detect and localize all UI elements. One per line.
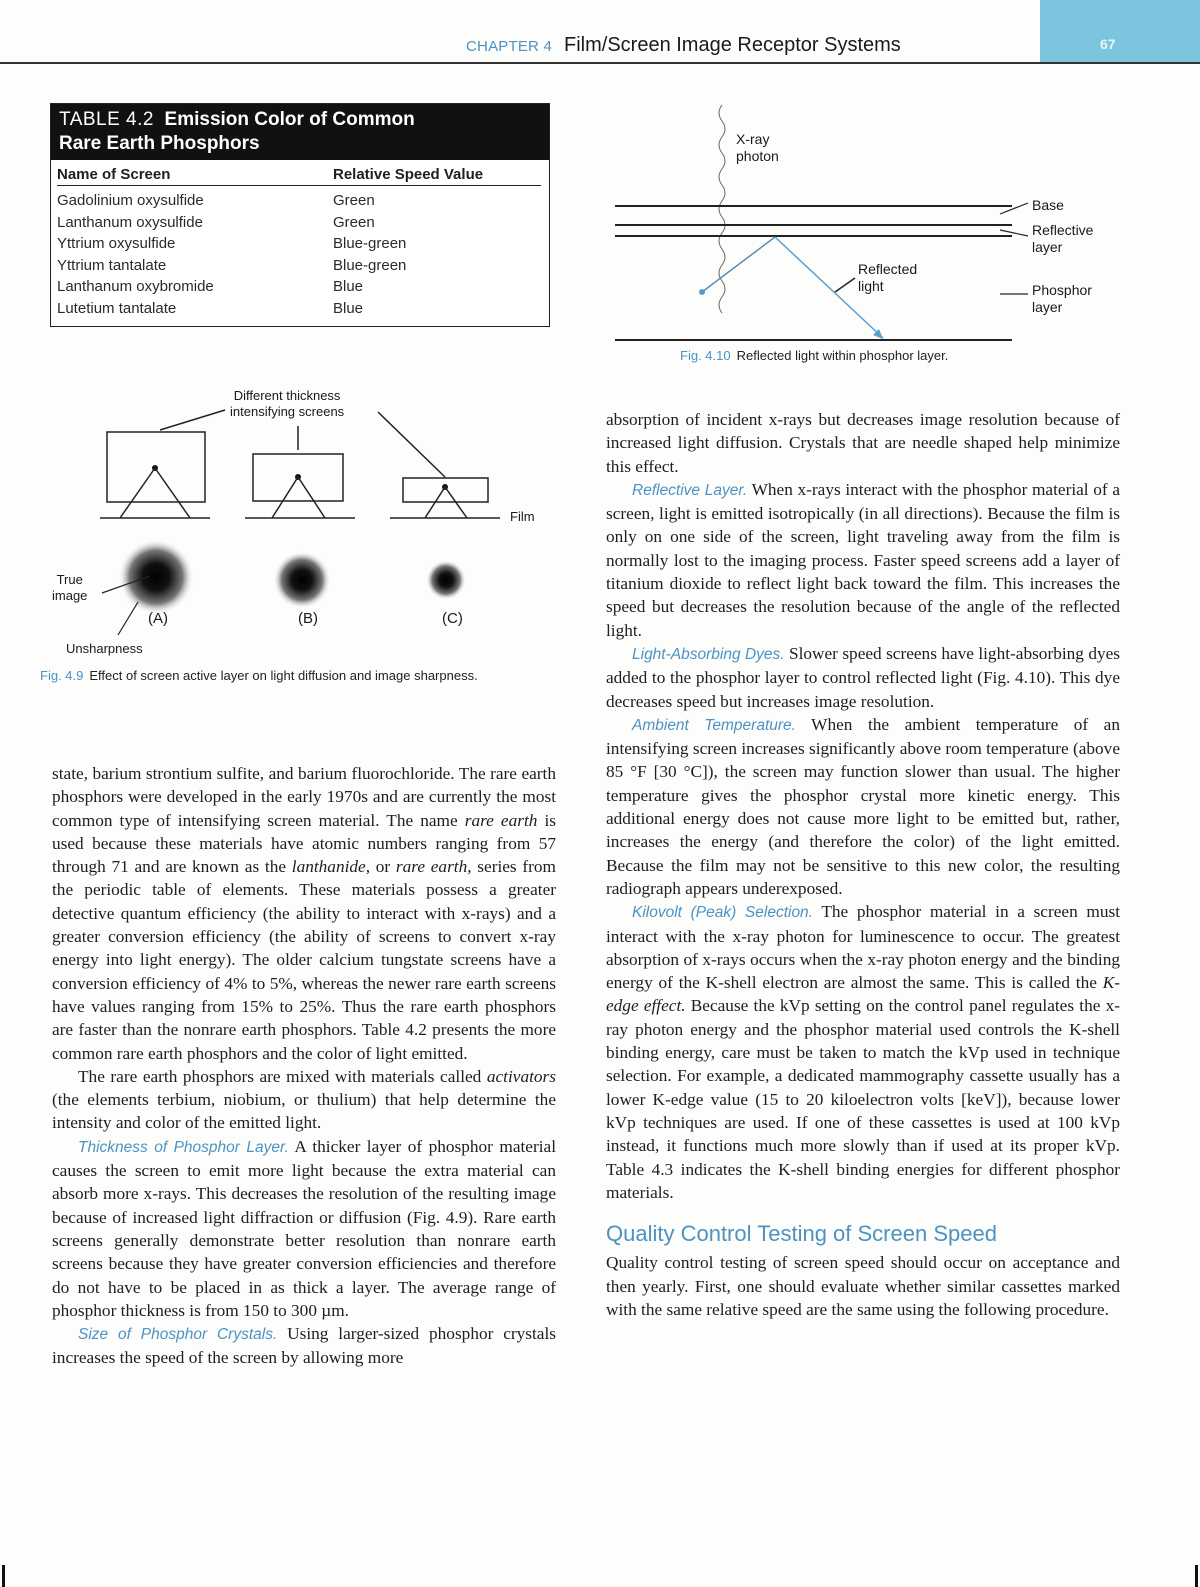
paragraph-reflective-layer: Reflective Layer. When x-rays interact with the phosphor material of a screen, light is emitted isotropically (in all directions). Because the film is only on one side of the screen, light traveling away from the film is normally lost to the imaging process. Faster speed screens add a layer of titanium dioxide to reflect light back toward the film. This increases the speed but decreases the resolution because of the angle of the reflected light. — [606, 479, 1120, 640]
paragraph: The rare earth phosphors are mixed with materials called activators (the elements terbium, niobium, or thulium) that help determine the intensity and color of the emitted light. — [52, 1066, 556, 1133]
unsharpness-label: Unsharpness — [66, 641, 143, 656]
table-row: Lanthanum oxysulfide Green — [57, 213, 375, 231]
table-header-row — [57, 166, 541, 186]
header-rule — [0, 62, 1200, 64]
reflective-layer-label: Reflective layer — [1032, 222, 1094, 255]
table-body — [57, 166, 541, 319]
crop-mark — [1195, 1565, 1198, 1587]
run-in-heading: Reflective Layer. — [632, 481, 748, 499]
panel-b-label: (B) — [298, 610, 318, 627]
base-label: Base — [1032, 197, 1064, 213]
phosphor-layer-label: Phosphor layer — [1032, 282, 1092, 315]
paragraph: Quality control testing of screen speed should occur on acceptance and then yearly. First, one should evaluate whether similar cassettes marked with the same relative speed are the same using the following procedure. — [606, 1253, 1120, 1319]
figure-caption: Fig. 4.9 Effect of screen active layer on light diffusion and image sharpness. — [40, 668, 478, 683]
column-header: Relative Speed Value — [333, 166, 484, 183]
page-number-tab — [1040, 0, 1200, 62]
section-heading: Quality Control Testing of Screen Speed — [606, 1221, 997, 1247]
table-row: Yttrium oxysulfide Blue-green — [57, 235, 407, 252]
figure-4-10 — [600, 95, 1140, 375]
blur-spot-a — [118, 539, 194, 615]
table-row: Lutetium tantalate Blue — [57, 299, 364, 317]
running-header — [466, 34, 901, 57]
paragraph-ambient-temperature: Ambient Temperature. When the ambient temperature of an intensifying screen increases significantly above room temperature (above 85 °F [30 °C]), the screen may function slower than usual. The higher temperature gives the phosphor crystal more kinetic energy. This additional energy does not cause more light to be emitted but, rather, increases the energy (and therefore the color) of the light emitted. Because the film may not be sensitive to this new color, the resulting radiograph appears underexposed. — [606, 714, 1120, 898]
right-column-text — [606, 408, 1120, 1321]
figure-caption: Fig. 4.10 Reflected light within phosphor layer. — [680, 348, 949, 363]
table-4-2 — [50, 103, 550, 327]
table-number: TABLE 4.2 — [59, 109, 154, 130]
screens-label: Different thickness intensifying screens — [230, 388, 345, 419]
column-header: Name of Screen — [57, 166, 171, 183]
run-in-heading: Size of Phosphor Crystals. — [78, 1326, 278, 1344]
run-in-heading: Ambient Temperature. — [632, 716, 796, 734]
table-row: Yttrium tantalate Blue-green — [57, 256, 407, 274]
crop-mark — [2, 1565, 5, 1587]
run-in-heading: Light-Absorbing Dyes. — [632, 645, 785, 663]
left-column-text — [52, 762, 556, 1370]
panel-a-label: (A) — [148, 610, 168, 627]
run-in-heading: Kilovolt (Peak) Selection. — [632, 904, 813, 922]
film-label: Film — [510, 509, 535, 524]
blur-spot-c — [426, 560, 466, 600]
figure-4-9 — [40, 380, 570, 710]
true-image-label: True image — [52, 572, 88, 603]
paragraph-thickness: Thickness of Phosphor Layer. A thicker layer of phosphor material causes the screen to emit more light because the extra material can absorb more x-rays. This decreases the resolution of the resulting image because of increased light diffraction or diffusion (Fig. 4.9). Rare earth screens generally demonstrate better resolution than nonrare earth screens because they have greater conversion efficiencies and therefore do not have to be placed in as thick a layer. The average range of phosphor thickness is from 150 to 300 µm. — [52, 1136, 556, 1320]
blur-spot-b — [273, 551, 331, 609]
paragraph-crystal-size: Size of Phosphor Crystals. Using larger-sized phosphor crystals increases the speed of the screen by allowing more — [52, 1324, 557, 1368]
table-row: Gadolinium oxysulfide Green — [57, 192, 375, 209]
paragraph-light-absorbing-dyes: Light-Absorbing Dyes. Slower speed screens have light-absorbing dyes added to the phosphor layer to control reflected light (Fig. 4.10). This dye decreases speed but increases image resolution. — [606, 643, 1120, 711]
reflected-light-label: Reflected light — [858, 261, 918, 294]
page-number: 67 — [1100, 36, 1116, 52]
xray-photon-label: X-ray photon — [736, 131, 779, 164]
paragraph-kvp-selection: Kilovolt (Peak) Selection. The phosphor material in a screen must interact with the x-ray photon for luminescence to occur. The greatest absorption of x-rays occurs when the x-ray photon energy and the binding energy of the K-shell electron are almost the same. This is called the K-edge effect. Because the kVp setting on the control panel regulates the x-ray photon energy and the phosphor material used controls the K-shell binding energy, care must be taken to match the kVp used in technique selection. For example, a dedicated mammography cassette usually has a lower K-edge value (15 to 20 kiloelectron volts [keV]), because lower kVp techniques are used. If one of these cassettes is used at 100 kVp instead, it functions much more slowly than if used at its proper kVp. Table 4.3 indicates the K-shell binding energies for different phosphor materials. — [606, 902, 1120, 1202]
paragraph: absorption of incident x-rays but decreases image resolution because of increased light diffusion. Crystals that are needle shaped help minimize this effect. — [606, 410, 1120, 476]
table-title: TABLE 4.2 Emission Color of Common Rare Earth Phosphors — [51, 104, 549, 160]
table-row: Lanthanum oxybromide Blue — [57, 278, 364, 295]
run-in-heading: Thickness of Phosphor Layer. — [78, 1138, 289, 1156]
chapter-label: CHAPTER 4 — [466, 38, 552, 55]
paragraph: state, barium strontium sulfite, and barium fluorochloride. The rare earth phosphors were developed in the early 1970s and are currently the most common type of intensifying screen material. The name rare earth is used because these materials have atomic numbers ranging from 57 through 71 and are known as the lanthanide, or rare earth, series from the periodic table of elements. These materials possess a greater detective quantum efficiency (the ability to interact with x-rays) and a greater conversion efficiency (the ability of screens to convert x-ray energy into light energy). The older calcium tungstate screens have a conversion efficiency of 4% to 5%, whereas the newer rare earth screens have values ranging from 15% to 25%. Thus the rare earth phosphors are faster than the nonrare earth phosphors. Table 4.2 presents the more common rare earth phosphors and the color of light emitted. — [52, 764, 556, 1063]
chapter-title: Film/Screen Image Receptor Systems — [564, 34, 901, 56]
xray-photon-wave — [719, 105, 725, 313]
panel-c-label: (C) — [442, 610, 463, 627]
